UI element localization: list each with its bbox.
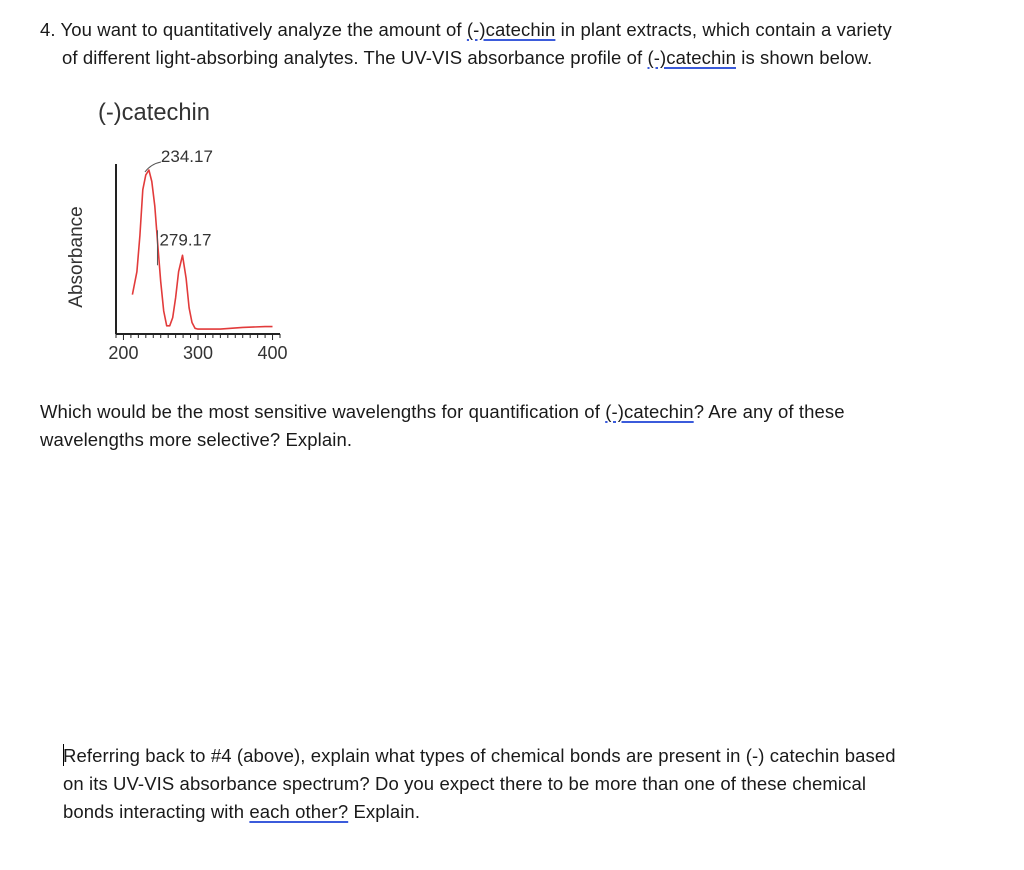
question-4b-post: ? Are any of these [693,401,845,422]
annotation-leader [145,162,161,172]
catechin-absorbance-chart [58,92,298,372]
question-4-text [40,16,1000,72]
chart-title: (-)catechin [98,99,210,126]
question-number: 4. [40,19,56,40]
each-other-term: each other? [249,801,349,822]
chart-plot-area [108,147,287,363]
question-4b-text [40,398,990,454]
question-5-line1: Referring back to #4 (above), explain what types of chemical bonds are present in (-) catechin based [63,745,896,766]
peak-label: 279.17 [159,230,212,250]
peak-label: 234.17 [160,147,213,166]
question-5-text [63,742,1003,826]
question-4-line2-post: is shown below. [736,47,873,68]
question-4-line2-pre: of different light-absorbing analytes. The UV-VIS absorbance profile of [62,47,648,68]
question-5-line2: on its UV-VIS absorbance spectrum? Do you expect there to be more than one of these chemical [63,773,867,794]
question-4-line1-post: in plant extracts, which contain a variety [555,19,892,40]
x-tick-label: 400 [257,343,288,363]
catechin-term: (-)catechin [605,401,694,422]
question-4b-pre: Which would be the most sensitive wavelengths for quantification of [40,401,606,422]
x-tick-label: 200 [108,343,139,363]
catechin-term: (-)catechin [647,47,736,68]
y-axis-label: Absorbance [66,206,87,308]
question-4-line2 [40,44,1000,72]
catechin-term: (-)catechin [466,19,556,40]
question-4b-line2: wavelengths more selective? Explain. [40,429,353,450]
spectrum-line [132,170,272,329]
x-tick-label: 300 [182,343,214,363]
question-5-line3-pre: bonds interacting with [63,801,250,822]
question-5-line3-post: Explain. [348,801,421,822]
question-4-line1-pre: You want to quantitatively analyze the amount of [55,19,467,40]
